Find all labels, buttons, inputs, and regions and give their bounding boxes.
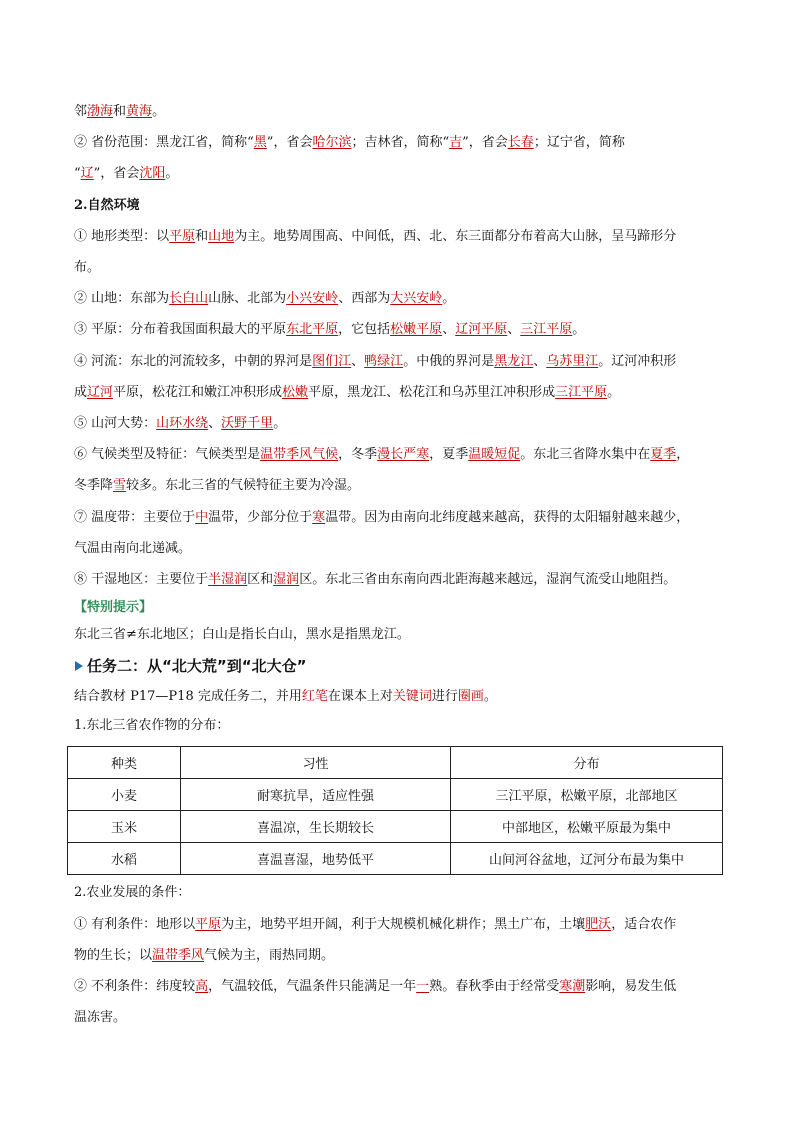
highlighted-keyword: 长白山 — [169, 291, 209, 307]
highlighted-keyword: 辽河平原 — [455, 322, 508, 338]
highlighted-keyword: 湿润 — [273, 572, 300, 588]
highlighted-keyword: 哈尔滨 — [312, 135, 352, 151]
text-segment: 。 — [273, 416, 287, 432]
text-segment: 、 — [442, 322, 456, 338]
table-header-row — [68, 747, 723, 779]
text-segment: 熟。春秋季由于经常受 — [429, 979, 560, 995]
highlighted-keyword: 寒潮 — [559, 979, 586, 995]
task-two-title: 任务二：从“北大荒”到“北大仓” — [87, 657, 307, 676]
special-tip-text: 东北三省≠东北地区；白山是指长白山，黑水是指黑龙江。 — [74, 627, 410, 643]
header-distribution: 分布 — [451, 747, 723, 779]
paragraph-p5 — [74, 221, 722, 252]
highlighted-keyword: 渤海 — [87, 104, 114, 119]
text-segment: 气候为主，雨热同期。 — [204, 947, 335, 963]
highlighted-keyword: 东北平原 — [286, 322, 339, 338]
table-title: 1.东北三省农作物的分布： — [74, 718, 230, 734]
highlighted-keyword: 吉 — [449, 135, 463, 151]
red-keyword: 圈画 — [457, 689, 484, 705]
highlighted-keyword: 乌苏里江 — [546, 353, 599, 369]
text-segment: ① 有利条件：地形以 — [74, 916, 196, 932]
text-segment: ”，省会 — [266, 135, 313, 151]
crop-distribution-table — [67, 746, 723, 875]
highlighted-keyword: 小兴安岭 — [286, 291, 339, 307]
paragraph-p15 — [74, 533, 722, 564]
text-segment: 。 — [442, 291, 456, 307]
text-segment: ⑥ 气候类型及特征：气候类型是 — [74, 447, 261, 463]
paragraph-p7 — [74, 283, 722, 314]
text-segment: 、西部为 — [338, 291, 391, 307]
text-segment: ， — [676, 447, 690, 463]
highlighted-keyword: 三江平原 — [520, 322, 573, 338]
document-page — [74, 96, 722, 1033]
paragraph-p4 — [74, 190, 722, 221]
text-segment: 、 — [351, 353, 365, 369]
crop-distribution: 山间河谷盆地，辽河分布最为集中 — [451, 843, 723, 875]
crop-name: 小麦 — [68, 779, 181, 811]
text-segment: ，它包括 — [338, 322, 391, 338]
highlighted-keyword: 平原 — [195, 916, 222, 932]
task-two-heading — [74, 651, 722, 681]
highlighted-keyword: 寒 — [312, 509, 326, 525]
text-segment: 。 — [483, 689, 497, 705]
highlighted-keyword: 夏季 — [650, 447, 677, 463]
header-type: 种类 — [68, 747, 181, 779]
highlighted-keyword: 山环水绕 — [156, 416, 209, 432]
text-segment: 、 — [533, 353, 547, 369]
highlighted-keyword: 鸭绿江 — [364, 353, 404, 369]
text-segment: ”，省会 — [462, 135, 508, 151]
text-segment: 。辽河冲积形 — [598, 353, 677, 369]
highlighted-keyword: 图们江 — [312, 353, 352, 369]
paragraph-p6 — [74, 252, 722, 283]
text-segment: 。 — [165, 166, 179, 182]
text-segment: ”，省会 — [93, 166, 140, 182]
header-habit: 习性 — [181, 747, 451, 779]
text-segment: ，夏季 — [429, 447, 469, 463]
text-segment: ⑦ 温度带：主要位于 — [74, 509, 196, 525]
crop-name: 玉米 — [68, 811, 181, 843]
text-segment: 较多。东北三省的气候特征主要为冷湿。 — [126, 478, 361, 494]
highlighted-keyword: 温带季风 — [152, 947, 205, 963]
text-segment: ；吉林省，简称“ — [351, 135, 450, 151]
paragraph-p12 — [74, 439, 722, 470]
text-segment: 成 — [74, 384, 88, 400]
text-segment: 区和 — [247, 572, 274, 588]
text-segment: 为主，地势平坦开阔，利于大规模机械化耕作；黑土广布，土壤 — [221, 916, 586, 932]
highlighted-keyword: 松嫩平原 — [390, 322, 443, 338]
highlighted-keyword: 长春 — [507, 135, 534, 151]
highlighted-keyword: 雪 — [113, 478, 127, 494]
paragraph-p9 — [74, 346, 722, 377]
text-segment: 温带。因为由南向北纬度越来越高，获得的太阳辐射越来越少， — [325, 509, 690, 525]
text-segment: ② 山地：东部为 — [74, 291, 170, 307]
crop-distribution: 三江平原，松嫩平原，北部地区 — [451, 779, 723, 811]
paragraph-p3 — [74, 158, 722, 189]
highlighted-keyword: 温暖短促 — [468, 447, 521, 463]
text-segment: 冬季降 — [74, 478, 114, 494]
paragraph-p8 — [74, 314, 722, 345]
highlighted-keyword: 黑龙江 — [494, 353, 534, 369]
highlighted-keyword: 三江平原 — [555, 384, 608, 400]
highlighted-keyword: 肥沃 — [585, 916, 612, 932]
text-segment: 区。东北三省由东南向西北距海越来越远，湿润气流受山地阻挡。 — [299, 572, 677, 588]
text-segment: ③ 平原：分布着我国面积最大的平原 — [74, 322, 287, 338]
highlighted-keyword: 一 — [416, 979, 430, 995]
text-segment: 结合教材 P17—P18 完成任务二，并用 — [74, 689, 302, 705]
text-segment: 平原，黑龙江、松花江和乌苏里江冲积形成 — [308, 384, 556, 400]
highlighted-keyword: 半湿润 — [208, 572, 248, 588]
paragraph-q5 — [74, 1002, 722, 1033]
crop-habit: 喜温凉，生长期较长 — [181, 811, 451, 843]
text-segment: 布。 — [74, 260, 101, 276]
highlighted-keyword: 中 — [195, 509, 209, 525]
paragraph-p10 — [74, 377, 722, 408]
crop-distribution: 中部地区，松嫩平原最为集中 — [451, 811, 723, 843]
agriculture-conditions-section — [74, 877, 722, 1033]
text-segment: 、 — [208, 416, 222, 432]
highlighted-keyword: 辽河 — [87, 384, 114, 400]
text-segment: ，适合农作 — [611, 916, 677, 932]
table-row — [68, 843, 723, 875]
text-segment: 为主。地势周围高、中间低，西、北、东三面都分布着高大山脉，呈马蹄形分 — [234, 228, 677, 244]
text-segment: 2.农业发展的条件： — [74, 885, 191, 901]
red-keyword: 红笔 — [301, 689, 328, 705]
paragraph-p13 — [74, 470, 722, 501]
text-segment: ② 省份范围：黑龙江省，简称“ — [74, 135, 254, 151]
text-segment: 、 — [507, 322, 521, 338]
text-segment: 。 — [572, 322, 586, 338]
task-instruction — [74, 681, 722, 712]
paragraph-q4 — [74, 971, 722, 1002]
highlighted-keyword: 沈阳 — [139, 166, 166, 182]
paragraph-p14 — [74, 502, 722, 533]
text-segment: 和 — [195, 228, 209, 244]
natural-environment-section — [74, 96, 722, 595]
paragraph-p1 — [74, 96, 722, 127]
highlighted-keyword: 高 — [195, 979, 209, 995]
red-keyword: 关键词 — [392, 689, 432, 705]
paragraph-q1 — [74, 877, 722, 908]
text-segment: 邻 — [74, 104, 88, 119]
text-segment: 山脉、北部为 — [208, 291, 287, 307]
highlighted-keyword: 平原 — [169, 228, 196, 244]
text-segment: ① 地形类型：以 — [74, 228, 170, 244]
text-segment: 2.自然环境 — [74, 197, 140, 213]
triangle-arrow-icon — [75, 661, 83, 671]
special-tip — [74, 595, 722, 621]
text-segment: ④ 河流：东北的河流较多，中朝的界河是 — [74, 353, 313, 369]
text-segment: 。 — [152, 104, 166, 119]
table-row — [68, 811, 723, 843]
crop-habit: 喜温喜湿，地势低平 — [181, 843, 451, 875]
highlighted-keyword: 沃野千里 — [221, 416, 274, 432]
paragraph-q2 — [74, 909, 722, 940]
table-row — [68, 779, 723, 811]
text-segment: ⑧ 干湿地区：主要位于 — [74, 572, 209, 588]
text-segment: 气温由南向北递减。 — [74, 540, 192, 556]
text-segment: 温带，少部分位于 — [208, 509, 313, 525]
text-segment: 平原，松花江和嫩江冲积形成 — [113, 384, 283, 400]
text-segment: 。中俄的界河是 — [403, 353, 495, 369]
text-segment: 。 — [607, 384, 621, 400]
text-segment: ，气温较低，气温条件只能满足一年 — [208, 979, 417, 995]
paragraph-p2 — [74, 127, 722, 158]
text-segment: 进行 — [431, 689, 458, 705]
text-segment: 影响，易发生低 — [585, 979, 677, 995]
paragraph-q3 — [74, 940, 722, 971]
special-tip-label: 【特别提示】 — [74, 600, 153, 616]
highlighted-keyword: 温带季风气候 — [260, 447, 339, 463]
crop-habit: 耐寒抗旱，适应性强 — [181, 779, 451, 811]
text-segment: 物的生长；以 — [74, 947, 153, 963]
paragraph-p16 — [74, 564, 722, 595]
text-segment: “ — [74, 166, 81, 182]
paragraph-p11 — [74, 408, 722, 439]
text-segment: 和 — [113, 104, 127, 119]
text-segment: 温冻害。 — [74, 1010, 127, 1026]
text-segment: 在课本上对 — [327, 689, 393, 705]
highlighted-keyword: 黄海 — [126, 104, 153, 119]
text-segment: ⑤ 山河大势： — [74, 416, 157, 432]
highlighted-keyword: 漫长严寒 — [377, 447, 430, 463]
text-segment: ，冬季 — [338, 447, 378, 463]
text-segment: ② 不利条件：纬度较 — [74, 979, 196, 995]
highlighted-keyword: 山地 — [208, 228, 235, 244]
highlighted-keyword: 黑 — [253, 135, 267, 151]
text-segment: ；辽宁省，简称 — [533, 135, 625, 151]
crop-name: 水稻 — [68, 843, 181, 875]
highlighted-keyword: 松嫩 — [282, 384, 309, 400]
highlighted-keyword: 辽 — [80, 166, 94, 182]
highlighted-keyword: 大兴安岭 — [390, 291, 443, 307]
text-segment: 。东北三省降水集中在 — [520, 447, 651, 463]
